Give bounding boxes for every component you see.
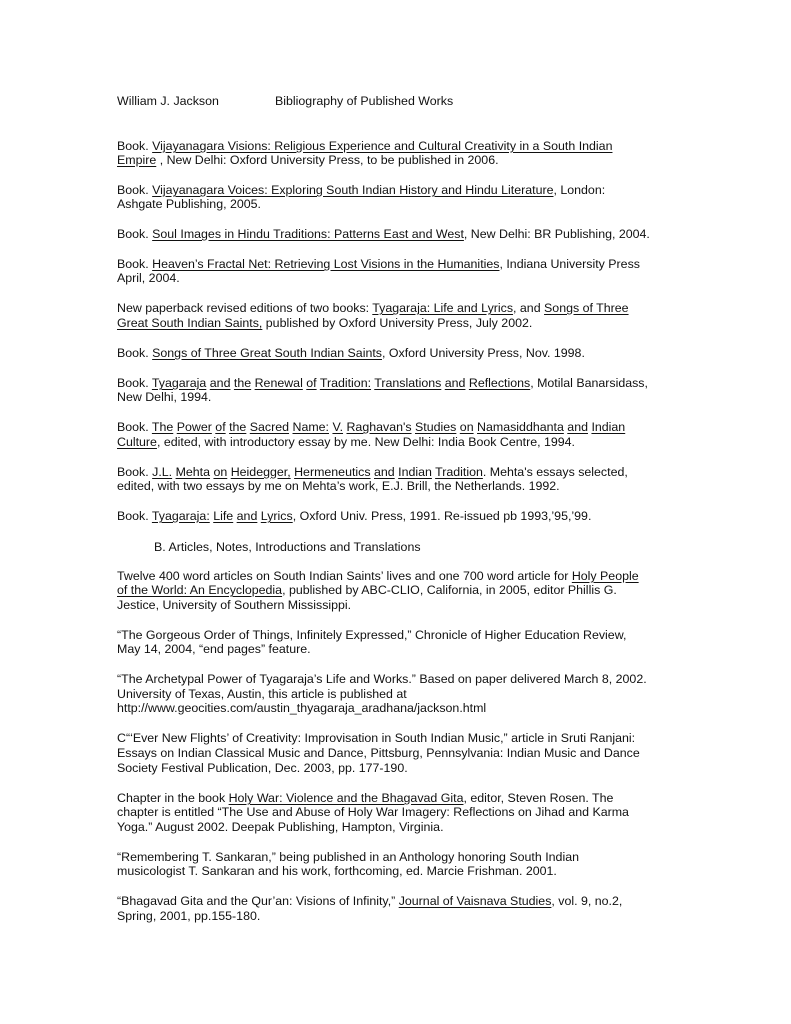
underlined-title-text: Power bbox=[176, 420, 212, 434]
entry-line bbox=[117, 701, 486, 716]
underlined-title-text: Lyrics bbox=[260, 509, 293, 523]
underlined-title-text: Heaven’s Fractal Net: Retrieving Lost Visions in the Humanities bbox=[152, 257, 500, 271]
underlined-title-text: Vijayanagara Voices: Exploring South Indian History and Hindu Literature bbox=[152, 183, 554, 197]
text-run: edited, with two essays by me on Mehta’s work, E.J. Brill, the Netherlands. 1992. bbox=[117, 479, 560, 493]
underlined-title-text: Namasiddhanta bbox=[477, 420, 564, 434]
underlined-title-text: Heidegger, bbox=[230, 465, 291, 479]
entry-line bbox=[117, 746, 640, 761]
text-run: , editor, Steven Rosen. The bbox=[463, 791, 614, 805]
underlined-title-text: Tyagaraja bbox=[151, 376, 207, 390]
entry-line bbox=[117, 271, 180, 286]
underlined-title-text: on bbox=[213, 465, 228, 479]
entry-line bbox=[117, 435, 575, 450]
text-run: May 14, 2004, “end pages” feature. bbox=[117, 642, 311, 656]
underlined-title-text: Studies bbox=[415, 420, 457, 434]
underlined-title-text: of the World: An Encyclopedia bbox=[117, 583, 283, 597]
text-run: , London: bbox=[553, 183, 606, 197]
text-run: http://www.geocities.com/austin_thyagaraja_aradhana/jackson.html bbox=[117, 701, 487, 715]
entry-line bbox=[117, 139, 612, 154]
underlined-title-text: on bbox=[459, 420, 474, 434]
underlined-title-text: Songs of Three bbox=[544, 301, 629, 315]
underlined-title-text: The bbox=[151, 420, 174, 434]
text-run: , Motilal Banarsidass, bbox=[530, 376, 648, 390]
entry-line bbox=[117, 791, 613, 806]
text-run: , New Delhi: BR Publishing, 2004. bbox=[463, 227, 650, 241]
underlined-title-text: Mehta bbox=[175, 465, 211, 479]
text-run: Book. bbox=[117, 227, 153, 241]
underlined-title-text: and bbox=[374, 465, 395, 479]
text-run: “Bhagavad Gita and the Qur’an: Visions of Infinity,” bbox=[117, 894, 399, 908]
underlined-title-text: Vijayanagara Visions: Religious Experience and Cultural Creativity in a South Indian bbox=[152, 139, 613, 153]
text-run: Yoga.” August 2002. Deepak Publishing, Hampton, Virginia. bbox=[117, 820, 444, 834]
entry-line bbox=[117, 346, 585, 361]
underlined-title-text: Indian bbox=[398, 465, 432, 479]
entry-line bbox=[117, 376, 648, 391]
entry-line bbox=[117, 153, 499, 168]
text-run: Book. bbox=[117, 420, 152, 434]
text-run: C“‘Ever New Flights’ of Creativity: Improvisation in South Indian Music,” article in Sruti Ranjani: bbox=[117, 731, 636, 745]
text-run: Book. bbox=[117, 376, 152, 390]
underlined-title-text: Songs of Three Great South Indian Saints bbox=[152, 346, 382, 360]
text-run: Book. bbox=[117, 509, 152, 523]
section-heading: B. Articles, Notes, Introductions and Translations bbox=[154, 540, 421, 554]
entry-line bbox=[117, 805, 629, 820]
underlined-title-text: Tyagaraja: bbox=[151, 509, 210, 523]
underlined-title-text: Renewal bbox=[254, 376, 303, 390]
entry-line bbox=[117, 820, 444, 835]
entry-line bbox=[117, 479, 560, 494]
entry-line bbox=[117, 850, 579, 865]
text-run: Twelve 400 word articles on South Indian Saints’ lives and one 700 word article for bbox=[117, 569, 572, 583]
entry-line bbox=[117, 509, 591, 524]
underlined-title-text: Indian bbox=[591, 420, 626, 434]
entry-line bbox=[117, 316, 532, 331]
underlined-title-text: Great South Indian Saints, bbox=[117, 316, 263, 330]
text-run: musicologist T. Sankaran and his work, forthcoming, ed. Marcie Frishman. 2001. bbox=[117, 864, 557, 878]
entry-line bbox=[117, 864, 557, 879]
entry-line bbox=[117, 761, 408, 776]
underlined-title-text: the bbox=[229, 420, 247, 434]
text-run: “The Gorgeous Order of Things, Infinitely Expressed,” Chronicle of Higher Education Review, bbox=[117, 628, 627, 642]
entry-line bbox=[117, 465, 628, 480]
header-title: Bibliography of Published Works bbox=[275, 94, 454, 108]
entry-line bbox=[117, 731, 635, 746]
underlined-title-text: Reflections bbox=[468, 376, 531, 390]
text-run: chapter is entitled “The Use and Abuse of Holy War Imagery: Reflections on Jihad and Karma bbox=[117, 805, 629, 819]
text-run: , vol. 9, no.2, bbox=[551, 894, 623, 908]
text-run: Jestice, University of Southern Mississippi. bbox=[117, 598, 352, 612]
text-run: published by Oxford University Press, July 2002. bbox=[262, 316, 533, 330]
underlined-title-text: Sacred bbox=[249, 420, 290, 434]
underlined-title-text: Hermeneutics bbox=[294, 465, 371, 479]
text-run: . Mehta's essays selected, bbox=[482, 465, 628, 479]
text-run: , Oxford Univ. Press, 1991. Re-issued pb 1993,’95,’99. bbox=[292, 509, 592, 523]
underlined-title-text: and bbox=[444, 376, 466, 390]
entry-line bbox=[117, 598, 351, 613]
underlined-title-text: Holy People bbox=[571, 569, 639, 583]
entry-line bbox=[117, 569, 639, 584]
text-run: , Indiana University Press bbox=[499, 257, 640, 271]
underlined-title-text: Tyagaraja: Life and Lyrics bbox=[372, 301, 514, 315]
underlined-title-text: Tradition bbox=[435, 465, 483, 479]
text-run: Society Festival Publication, Dec. 2003, pp. 177-190. bbox=[117, 761, 408, 775]
text-run: , New Delhi: Oxford University Press, to be published in 2006. bbox=[156, 153, 499, 167]
underlined-title-text: Holy War: Violence and the Bhagavad Gita bbox=[228, 791, 464, 805]
underlined-title-text: Translations bbox=[374, 376, 442, 390]
underlined-title-text: Raghavan's bbox=[346, 420, 412, 434]
header-author: William J. Jackson bbox=[117, 94, 219, 108]
text-run: “Remembering T. Sankaran,” being published in an Anthology honoring South Indian bbox=[117, 850, 579, 864]
text-run: Book. bbox=[117, 465, 153, 479]
entry-line bbox=[117, 583, 617, 598]
underlined-title-text: Tradition: bbox=[319, 376, 372, 390]
entry-line bbox=[117, 642, 311, 657]
text-run: New Delhi, 1994. bbox=[117, 390, 212, 404]
entry-line bbox=[117, 628, 626, 643]
underlined-title-text: of bbox=[306, 376, 317, 390]
entry-line bbox=[117, 301, 629, 316]
entry-line bbox=[117, 909, 260, 924]
underlined-title-text: and bbox=[209, 376, 231, 390]
text-run: Chapter in the book bbox=[117, 791, 229, 805]
text-run: April, 2004. bbox=[117, 271, 180, 285]
text-run: , and bbox=[513, 301, 545, 315]
underlined-title-text: of bbox=[215, 420, 226, 434]
entry-line bbox=[117, 672, 647, 687]
text-run: Book. bbox=[117, 183, 153, 197]
underlined-title-text: and bbox=[236, 509, 258, 523]
text-run: Spring, 2001, pp.155-180. bbox=[117, 909, 261, 923]
text-run: Essays on Indian Classical Music and Dance, Pittsburg, Pennsylvania: Indian Music and Dance bbox=[117, 746, 640, 760]
underlined-title-text: Life bbox=[213, 509, 234, 523]
underlined-title-text: Soul Images in Hindu Traditions: Patterns East and West bbox=[152, 227, 464, 241]
text-run: , Oxford University Press, Nov. 1998. bbox=[381, 346, 585, 360]
entry-line bbox=[117, 420, 625, 435]
text-run: New paperback revised editions of two books: bbox=[117, 301, 373, 315]
entry-line bbox=[117, 257, 640, 272]
underlined-title-text: Journal of Vaisnava Studies bbox=[398, 894, 552, 908]
underlined-title-text: Culture bbox=[117, 435, 157, 449]
entry-line bbox=[117, 183, 605, 198]
text-run: University of Texas, Austin, this article is published at bbox=[117, 687, 407, 701]
underlined-title-text: and bbox=[567, 420, 588, 434]
underlined-title-text: Name: bbox=[292, 420, 329, 434]
underlined-title-text: the bbox=[233, 376, 252, 390]
text-run: Book. bbox=[117, 257, 153, 271]
text-run: “The Archetypal Power of Tyagaraja’s Life and Works.” Based on paper delivered March 8, 2002. bbox=[117, 672, 647, 686]
text-run: , published by ABC-CLIO, California, in 2005, editor Phillis G. bbox=[282, 583, 617, 597]
entry-line bbox=[117, 390, 211, 405]
text-run: Ashgate Publishing, 2005. bbox=[117, 197, 261, 211]
underlined-title-text: V. bbox=[332, 420, 344, 434]
entry-line bbox=[117, 894, 622, 909]
text-run: Book. bbox=[117, 139, 153, 153]
underlined-title-text: J.L. bbox=[152, 465, 173, 479]
entry-line bbox=[117, 227, 650, 242]
text-run: Book. bbox=[117, 346, 153, 360]
entry-line bbox=[117, 197, 261, 212]
entry-line bbox=[117, 687, 407, 702]
text-run: , edited, with introductory essay by me. New Delhi: India Book Centre, 1994. bbox=[156, 435, 576, 449]
underlined-title-text: Empire bbox=[117, 153, 157, 167]
